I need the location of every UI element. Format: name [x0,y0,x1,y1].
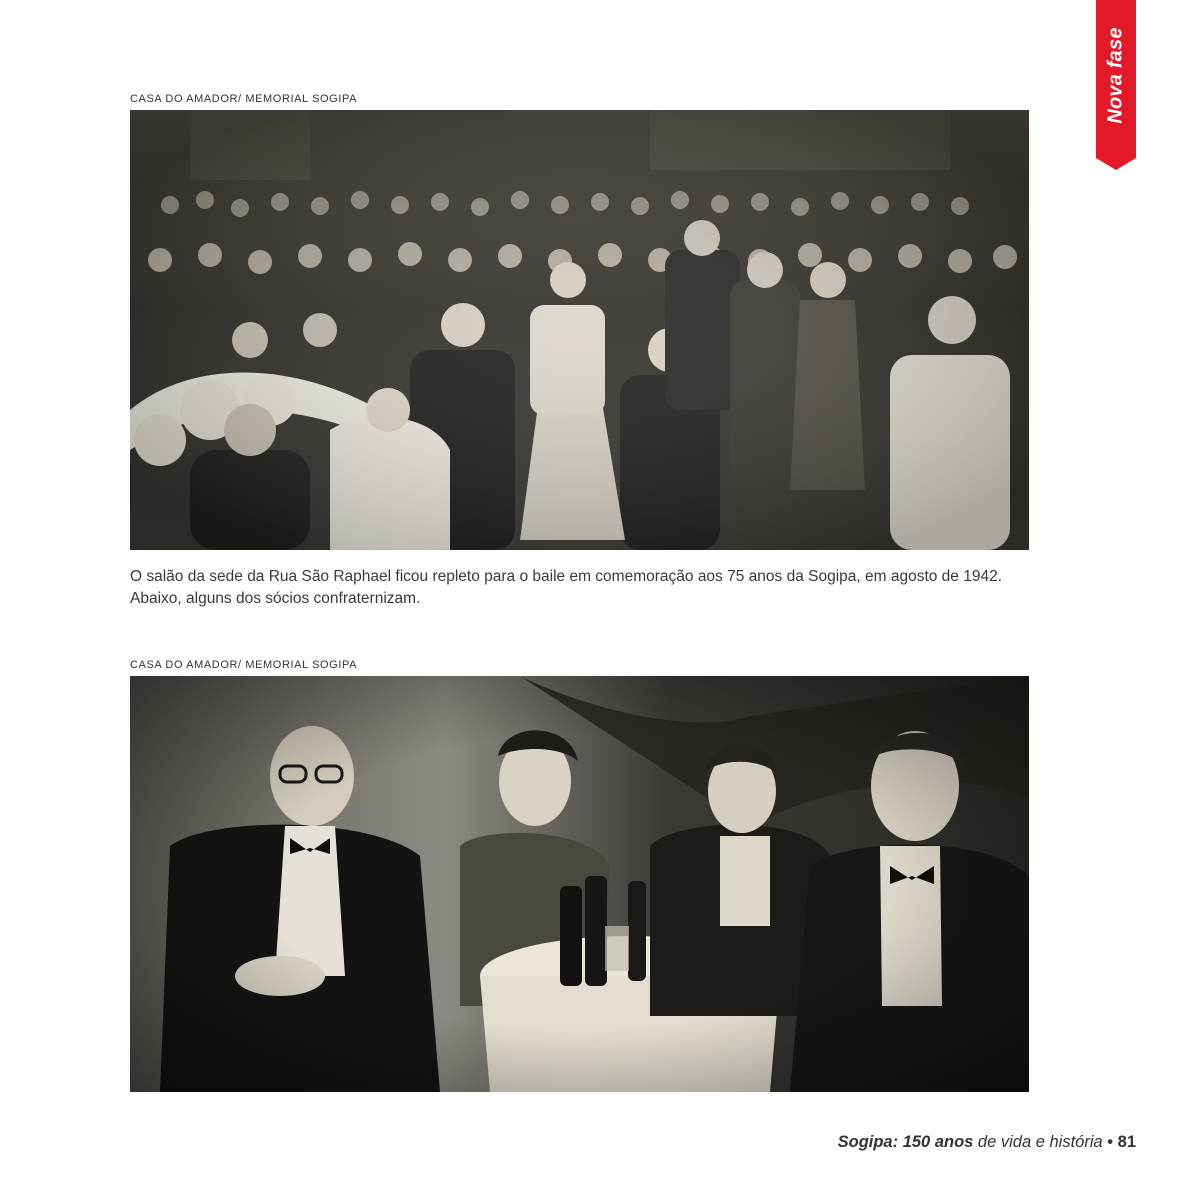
section-tab-label: Nova fase [1104,26,1127,124]
photo-credit-top: CASA DO AMADOR/ MEMORIAL SOGIPA [130,93,358,105]
footer-bullet: • [1107,1133,1114,1151]
table-photo-image [130,676,1029,1092]
section-tab [1096,0,1136,170]
page-footer [838,1133,1136,1152]
photo-members-table [130,676,1029,1092]
footer-book-title: Sogipa: [837,1133,899,1151]
footer-book-subtitle-bold: 150 anos [902,1133,974,1151]
footer-book-subtitle-rest: de vida e história [977,1133,1103,1151]
photo-credit-bottom: CASA DO AMADOR/ MEMORIAL SOGIPA [130,659,358,671]
page-number: 81 [1117,1133,1136,1151]
photo-ballroom-crowd [130,110,1029,550]
photo-caption: O salão da sede da Rua São Raphael ficou repleto para o baile em comemoração aos 75 anos da Sogipa, em agosto de 1942. Abaixo, alguns dos sócios confraternizam. [130,568,1003,607]
ballroom-photo-image [130,110,1029,550]
